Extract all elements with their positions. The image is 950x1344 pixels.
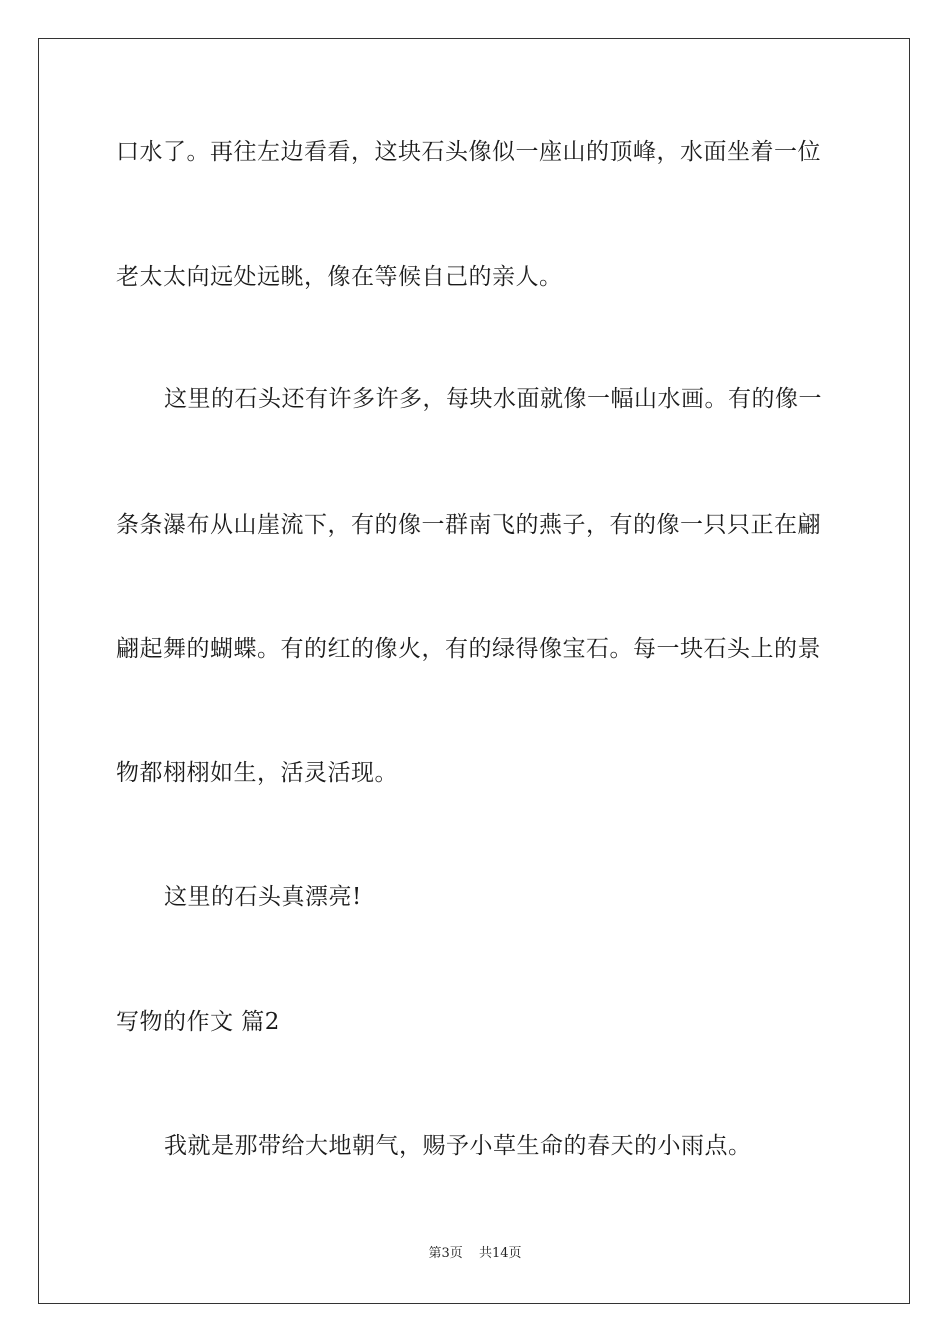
paragraph-line: 口水了。再往左边看看，这块石头像似一座山的顶峰，水面坐着一位 (116, 139, 821, 165)
paragraph-line: 物都栩栩如生，活灵活现。 (116, 760, 398, 786)
page-total: 共14页 (478, 1246, 522, 1261)
page-number: 第3页 (428, 1246, 463, 1261)
paragraph-line: 我就是那带给大地朝气，赐予小草生命的春天的小雨点。 (164, 1133, 752, 1159)
paragraph-line: 翩起舞的蝴蝶。有的红的像火，有的绿得像宝石。每一块石头上的景 (116, 636, 821, 662)
page-footer (0, 1246, 950, 1262)
section-heading: 写物的作文 篇2 (116, 1009, 280, 1035)
page-border (38, 38, 910, 1304)
paragraph-line: 老太太向远处远眺，像在等候自己的亲人。 (116, 264, 563, 290)
paragraph-line: 条条瀑布从山崖流下，有的像一群南飞的燕子，有的像一只只正在翩 (116, 512, 821, 538)
paragraph-line: 这里的石头真漂亮! (164, 884, 362, 910)
paragraph-line: 这里的石头还有许多许多，每块水面就像一幅山水画。有的像一 (164, 386, 822, 412)
